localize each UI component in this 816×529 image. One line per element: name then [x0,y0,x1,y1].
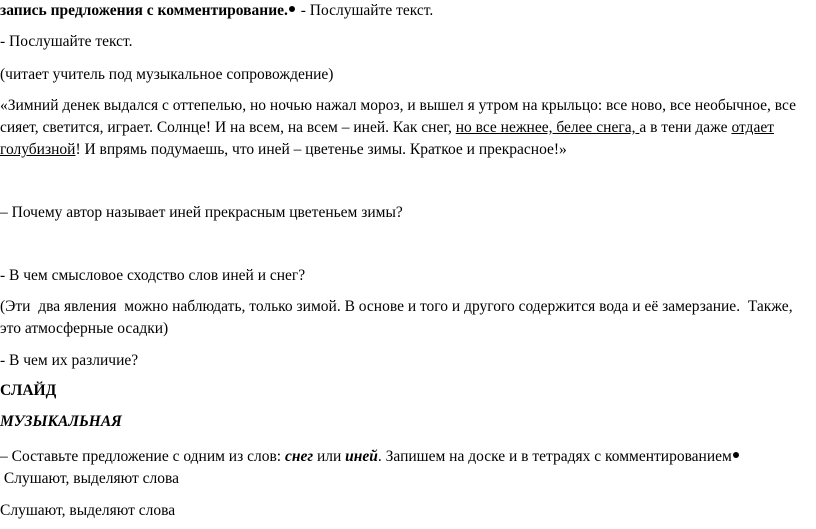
task-paragraph [0,446,812,490]
quote-text-1: «Зимний денек выдался с оттепелью, но ночью нажал мороз, и вышел я утром на крыльцо: все ново, все необычное, все сияет, светится, играет. Солнце! И на всем, на всем – иней. Как снег, [0,97,796,136]
quote-text-2: а в тени даже [639,119,732,136]
task-word-2: иней [345,448,378,465]
reads-line: (читает учитель под музыкальное сопровождение) [0,66,334,83]
heading-bold-text: запись предложения с комментирование. [0,2,288,19]
task-word-1: снег [284,448,314,465]
question-3: - В чем их различие? [0,352,139,369]
listen-line: - Послушайте текст. [0,33,133,50]
quote-underlined-1: но все нежнее, белее снега, [455,119,640,136]
question-2: - В чем смысловое сходство слов иней и снег? [0,267,306,284]
bullet-icon [289,6,295,12]
answer-paragraph [0,296,812,340]
musical-label: МУЗЫКАЛЬНАЯ [0,413,122,430]
quote-text-3: ! И впрямь подумаешь, что иней – цветенье зимы. Краткое и прекрасное!» [75,141,567,158]
question-1: – Почему автор называет иней прекрасным цветеньем зимы? [0,204,403,221]
task-text-2: или [313,448,346,465]
heading-rest-text: - Послушайте текст. [296,2,434,19]
answer-text: (Эти два явления можно наблюдать, только зимой. В основе и того и другого содержится вода и её замерзание. Также, это атмосферные осадки) [0,298,797,337]
heading-line [0,0,433,22]
task-text-1: – Составьте предложение с одним из слов: [0,448,285,465]
task-text-4: Слушают, выделяют слова [0,470,179,487]
quote-paragraph [0,95,812,161]
slide-label: СЛАЙД [0,382,57,399]
bullet-icon [733,452,739,458]
task-text-3: . Запишем на доске и в тетрадях с комментированием [377,448,732,465]
last-line: Слушают, выделяют слова [0,502,176,519]
quote-underlined-2: отдает голубизной [0,119,774,158]
